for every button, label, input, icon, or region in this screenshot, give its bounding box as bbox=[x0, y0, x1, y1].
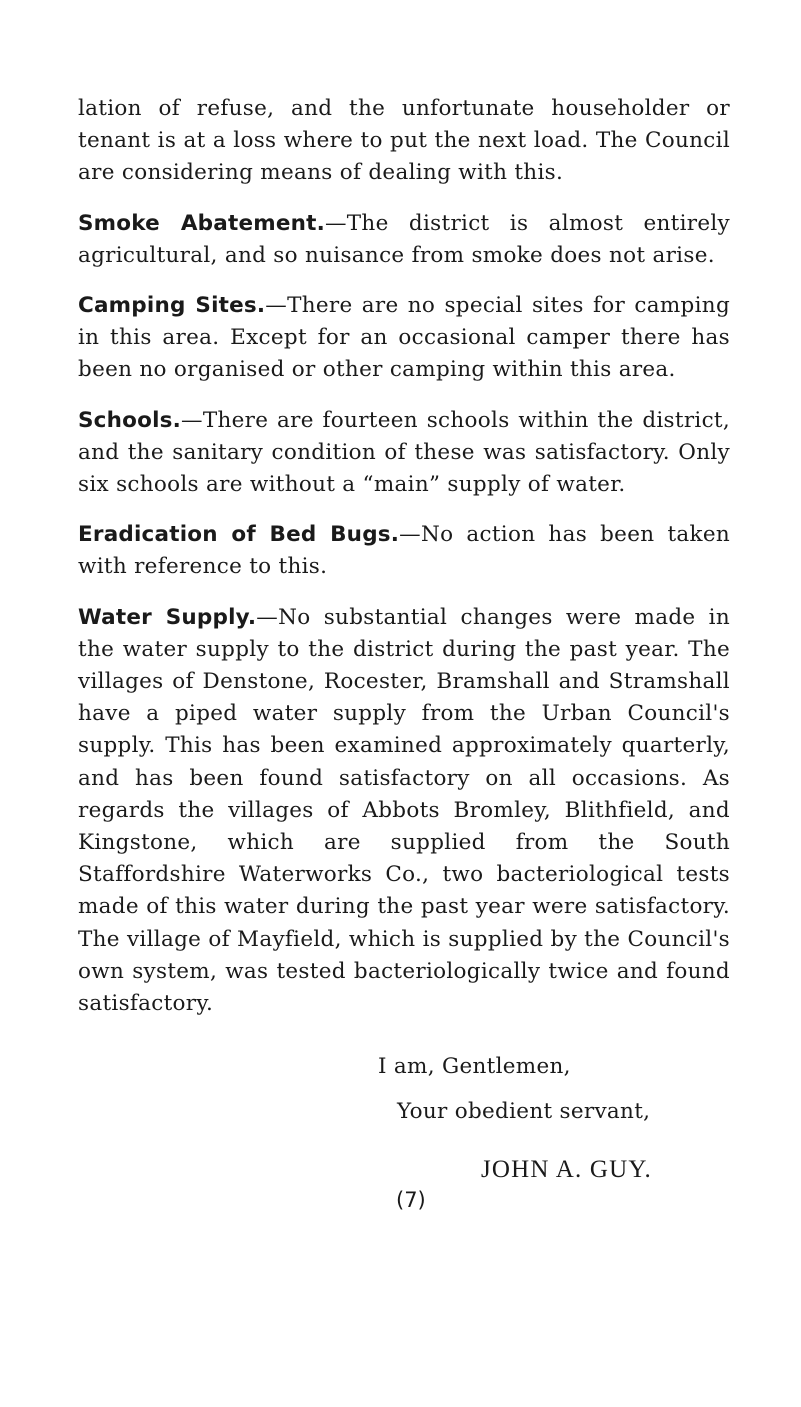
closing-salutation: I am, Gentlemen, bbox=[378, 1054, 571, 1079]
section-body: —No action has been taken with reference to this. bbox=[78, 522, 730, 580]
section-camping-sites bbox=[78, 290, 730, 387]
section-smoke-abatement bbox=[78, 208, 730, 272]
section-body: —There are fourteen schools within the district, and the sanitary condition of these was satisfactory. Only six schools are without a “main” supply of water. bbox=[78, 407, 730, 498]
section-body: —There are no special sites for camping in this area. Except for an occasional camper there has been no organised or other camping within this area. bbox=[78, 293, 731, 383]
section-bed-bugs bbox=[78, 519, 730, 583]
intro-text: lation of refuse, and the unfortunate householder or tenant is at a loss where to put the next load. The Council are considering means of dealing with this. bbox=[78, 96, 730, 186]
section-heading: Smoke Abatement. bbox=[78, 210, 325, 236]
section-water-supply bbox=[78, 602, 730, 1021]
section-heading: Camping Sites. bbox=[78, 293, 266, 319]
section-heading: Schools. bbox=[78, 407, 182, 433]
page-number: (7) bbox=[396, 1188, 426, 1212]
section-body: —The district is almost entirely agricultural, and so nuisance from smoke does not arise. bbox=[78, 210, 730, 268]
section-body: —No substantial changes were made in the water supply to the district during the past year. The villages of Denstone, Rocester, Bramshall and Stramshall have a piped water supply from the Urban Council's supply. This has been examined approximately quarterly, and has been found satisfactory on all occasions. As regards the villages of Abbots Bromley, Blithfield, and Kingstone, which are supplied from the South Staffordshire Waterworks Co., two bacteriological tests made of this water during the past year were satisfactory. The village of Mayfield, which is supplied by the Council's own system, was tested bacteriologically twice and found satisfactory. bbox=[78, 604, 730, 1017]
signature: JOHN A. GUY. bbox=[481, 1156, 652, 1183]
intro-paragraph bbox=[78, 93, 730, 190]
report-page bbox=[78, 93, 731, 1212]
closing-valediction: Your obedient servant, bbox=[397, 1099, 651, 1124]
section-schools bbox=[78, 405, 730, 502]
section-heading: Water Supply. bbox=[78, 604, 257, 630]
section-heading: Eradication of Bed Bugs. bbox=[78, 522, 400, 548]
